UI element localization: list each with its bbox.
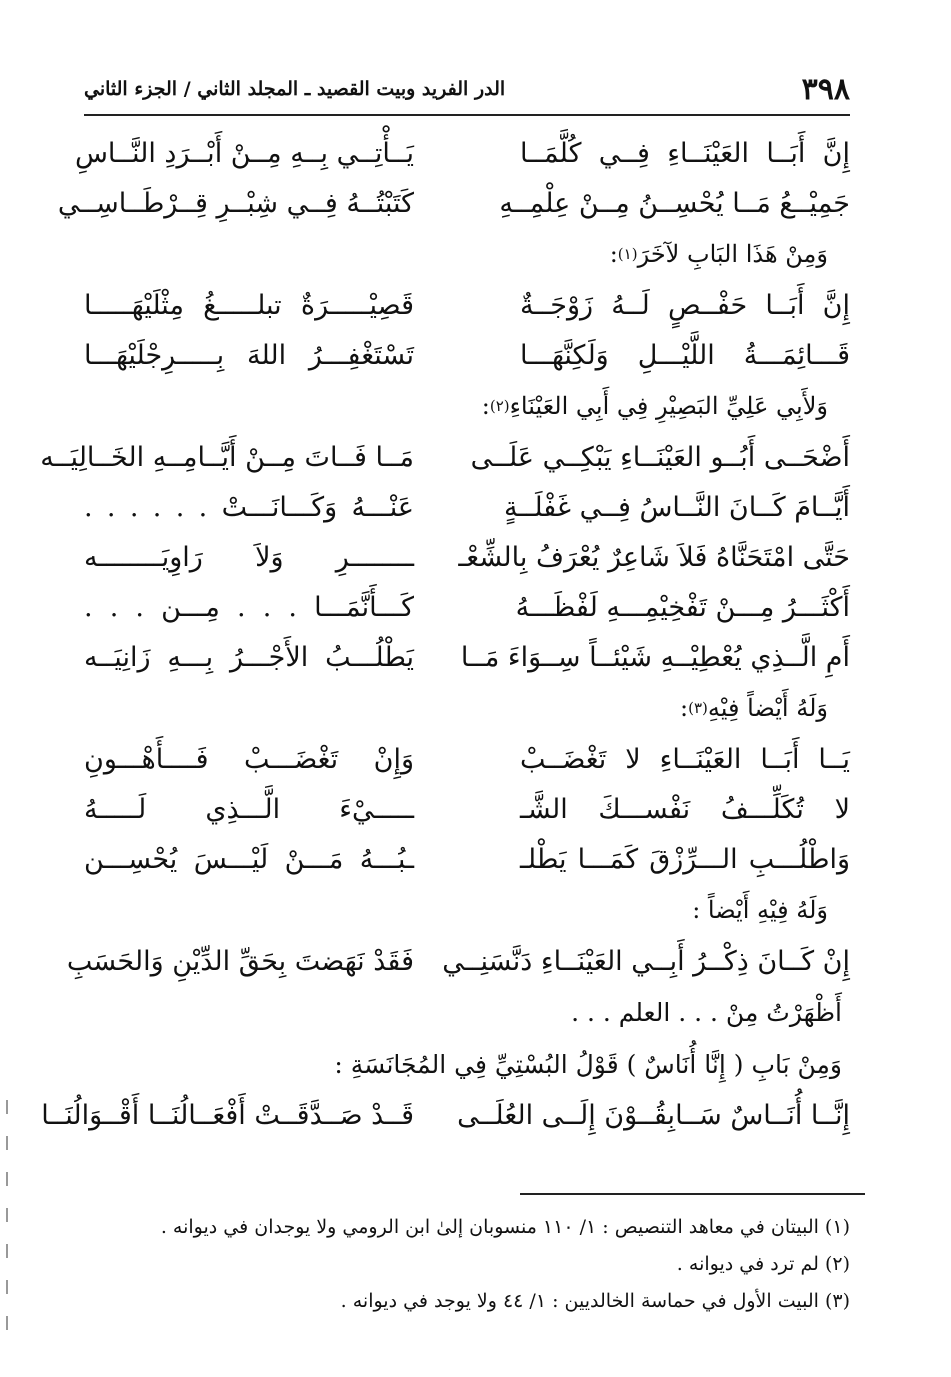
verse-couplet (84, 280, 850, 330)
verse-couplet (40, 432, 850, 482)
intro-text: وَمِنْ هَذَا البَابِ لآخَرَ (637, 240, 828, 268)
verse-couplet (84, 532, 850, 582)
verse-couplet (66, 936, 850, 986)
footnote: (٢) لم ترد في ديوانه . (676, 1252, 850, 1275)
verse-couplet (84, 734, 850, 784)
intro-colon: : (609, 240, 618, 268)
verse-second-hemistich: قَــدْ صَــدَّقَــتْ أَفْعَــالُنَــا أَقْــوَالُنَــا (41, 1099, 414, 1131)
verse-first-hemistich: قَـــائِمَـــةُ اللَّيْـــلِ وَلَكِنَّهَـــا (520, 339, 850, 371)
verse-first-hemistich: أَكْثَـــرُ مِـــنْ تَفْخِيْمِـــهِ لَفْظَـــهُ (515, 591, 850, 623)
margin-tick (6, 1244, 8, 1258)
verse-first-hemistich: إِنَّ أَبَــا العَيْنَــاءِ فِــي كُلَّمَــا (520, 137, 850, 169)
intro-colon: : (680, 694, 689, 722)
verse-second-hemistich: تَسْتَغْفِـــرُ اللهَ بِـــــرِجْلَيْهَـــا (84, 339, 414, 371)
margin-tick (6, 1208, 8, 1222)
verse-first-hemistich: يَــا أَبَــا العَيْنَــاءِ لا تَغْضَــبْ (520, 743, 850, 775)
verse-first-hemistich: إِنْ كَــانَ ذِكْــرُ أَبِــي العَيْنَــاءِ دَنَّسَنِــي (442, 945, 850, 977)
margin-tick (6, 1100, 8, 1114)
prose-line (84, 986, 850, 1038)
scan-margin-marks (4, 1100, 8, 1370)
verse-couplet (84, 632, 850, 682)
verse-first-hemistich: أَمِ الَّــذِي يُعْطِيْــهِ شَيْئــاً سِــوَاءَ مَــا (460, 641, 850, 673)
verse-couplet (84, 582, 850, 632)
margin-tick (6, 1136, 8, 1150)
footnotes (84, 1208, 850, 1319)
verse-second-hemistich: كَـــأَنَّمَـــا . . . مِـــن . . . (84, 591, 414, 623)
verse-couplet (41, 1090, 850, 1140)
page-number: ٣٩٨ (801, 71, 850, 107)
verse-couplet (84, 330, 850, 380)
verse-couplet (74, 128, 850, 178)
verse-couplet (84, 834, 850, 884)
verse-second-hemistich: وَإِنْ تَغْضَـــبْ فَــــأَهْـــونِ (84, 743, 414, 775)
margin-tick (6, 1172, 8, 1186)
verse-second-hemistich: ــــــــرِ وَلاَ رَاوِيَــــــــه (84, 541, 414, 573)
page-body (40, 128, 850, 1140)
verse-first-hemistich: إِنَّ أَبَــا حَفْــصٍ لَــهُ زَوْجَــةٌ (520, 289, 850, 321)
prose-text: أَظْهَرْتُ مِنْ . . . العلم . . . (571, 997, 842, 1027)
verse-second-hemistich: عَنْـــهُ وَكَـــانَـــتْ . . . . . . (84, 491, 414, 523)
verse-second-hemistich: قَصِيْـــــرَةٌ تبلـــــغُ مِثْلَيْهَـــــا (84, 289, 414, 321)
verse-second-hemistich: يَطْلُـــبُ الأَجْـــرُ بِـــهِ زَانِيَــه (84, 641, 414, 673)
verse-first-hemistich: جَمِيْــعُ مَــا يُحْسِــنُ مِــنْ عِلْمِــهِ (499, 187, 850, 219)
intro-text: وَلَهُ أَيْضاً فِيْهِ (707, 694, 828, 722)
margin-tick (6, 1316, 8, 1330)
verse-first-hemistich: أَيَّــامَ كَــانَ النَّــاسُ فِــي غَفْلَــةٍ (504, 491, 850, 523)
verse-second-hemistich: ـــــيْءَ الَّـــذِي لَـــــهُ (84, 793, 414, 825)
footnote-mark: (٣) (688, 699, 708, 717)
verse-second-hemistich: ـبُـــهُ مَـــنْ لَيْـــسَ يُحْسِـــن (84, 843, 414, 875)
prose-line (84, 1038, 850, 1090)
intro-text: وَلَهُ فِيْهِ أَيْضاً : (692, 896, 828, 924)
footnote-mark: (٢) (489, 397, 510, 415)
section-intro (84, 228, 850, 280)
verse-first-hemistich: لا تُكَلِّـــفُ نَفْســـكَ الشَّـ (520, 793, 850, 825)
verse-first-hemistich: أَضْحَــى أَبُــو العَيْنَــاءِ يَبْكِــي عَلَــى (470, 441, 850, 473)
verse-couplet (57, 178, 850, 228)
section-intro (84, 884, 850, 936)
intro-text: وَلأَبِي عَلِيِّ البَصِيْرِ فِي أَبِي العَيْنَاءِ (509, 392, 828, 420)
verse-second-hemistich: فَقَدْ نَهَضتَ بِحَقِّ الدِّيْنِ وَالحَسَبِ (66, 945, 414, 977)
verse-second-hemistich: يَــأْتِــي بِــهِ مِــنْ أَبْــرَدِ النَّــاسِ (74, 137, 414, 169)
margin-tick (6, 1280, 8, 1294)
footnote: (٣) البيت الأول في حماسة الخالديين : ١/ ٤٤ ولا يوجد في ديوانه . (340, 1289, 850, 1312)
verse-first-hemistich: إِنَّــا أُنَــاسٌ سَــابِقُــوْنَ إِلَــى العُلَــى (457, 1099, 850, 1131)
verse-couplet (84, 482, 850, 532)
verse-couplet (84, 784, 850, 834)
prose-text: وَمِنْ بَابِ ( إِنَّا أُنَاسٌ ) قَوْلُ البُسْتِيِّ فِي المُجَانَسَةِ : (334, 1049, 842, 1079)
verse-first-hemistich: وَاطْلُـــبِ الـــرِّزْقَ كَمَـــا يَطْلـ (520, 843, 850, 875)
footnote-mark: (١) (617, 245, 638, 263)
section-intro (84, 380, 850, 432)
footnote-divider (520, 1193, 865, 1195)
page-header (84, 64, 850, 116)
footnote: (١) البيتان في معاهد التنصيص : ١/ ١١٠ منسوبان إلىٰ ابن الرومي ولا يوجدان في ديوانه . (160, 1215, 850, 1238)
verse-first-hemistich: حَتَّى امْتَحَنَّاهُ فَلاَ شَاعِرٌ يُعْرَفُ بِالشِّعْـ (458, 541, 850, 573)
verse-second-hemistich: كَتَبْتُــهُ فِــي شِبْــرِ قِــرْطَــاسِــي (57, 187, 414, 219)
section-intro (84, 682, 850, 734)
verse-second-hemistich: مَــا فَــاتَ مِــنْ أَيَّــامِــهِ الخَــالِيَــه (40, 441, 414, 473)
intro-colon: : (481, 392, 490, 420)
running-title: الدر الفريد وبيت القصيد ـ المجلد الثاني / الجزء الثاني (84, 78, 506, 100)
